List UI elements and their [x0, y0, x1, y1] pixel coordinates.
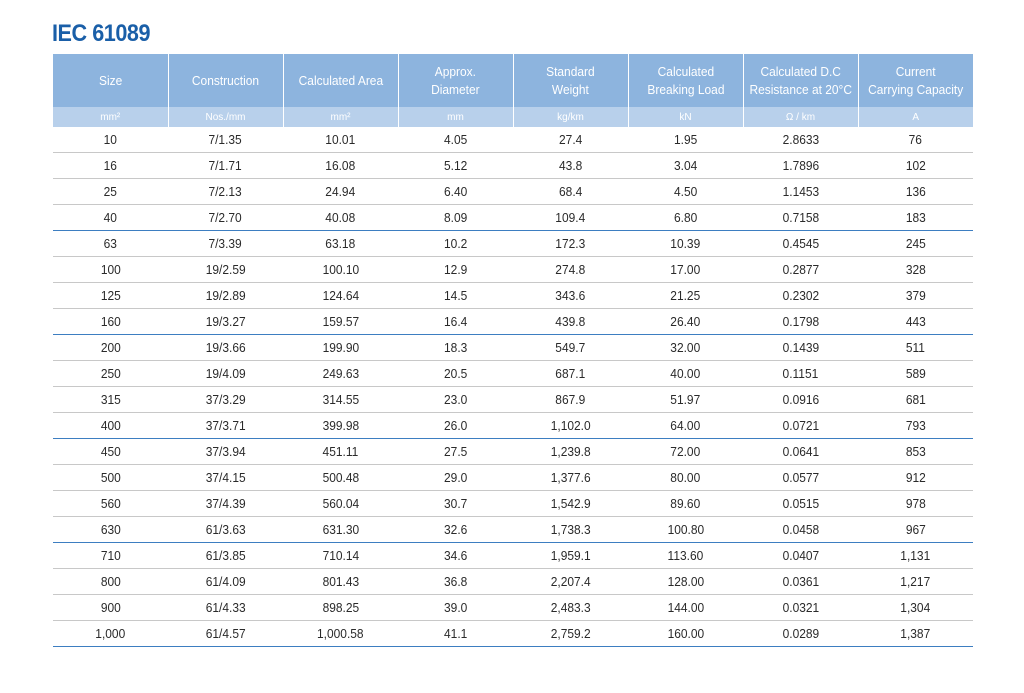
table-cell: 21.25 [628, 283, 743, 309]
table-cell: 314.55 [283, 387, 398, 413]
table-cell: 0.7158 [743, 205, 858, 231]
table-cell: 0.0577 [743, 465, 858, 491]
table-cell: 39.0 [398, 595, 513, 621]
table-cell: 801.43 [283, 569, 398, 595]
table-cell: 560.04 [283, 491, 398, 517]
table-cell: 1,959.1 [513, 543, 628, 569]
table-cell: 24.94 [283, 179, 398, 205]
table-cell: 853 [858, 439, 973, 465]
table-row [53, 595, 973, 621]
column-header: Approx. Diameter [398, 54, 513, 107]
header-row [53, 54, 973, 107]
column-unit: mm² [283, 107, 398, 127]
table-cell: 710.14 [283, 543, 398, 569]
table-cell: 27.5 [398, 439, 513, 465]
table-cell: 1,738.3 [513, 517, 628, 543]
table-cell: 249.63 [283, 361, 398, 387]
table-cell: 912 [858, 465, 973, 491]
table-row [53, 621, 973, 647]
table-cell: 589 [858, 361, 973, 387]
column-unit: A [858, 107, 973, 127]
table-cell: 37/4.39 [168, 491, 283, 517]
table-cell: 867.9 [513, 387, 628, 413]
table-cell: 1,387 [858, 621, 973, 647]
table-cell: 250 [53, 361, 168, 387]
table-cell: 630 [53, 517, 168, 543]
table-cell: 37/3.71 [168, 413, 283, 439]
table-row [53, 257, 973, 283]
table-cell: 439.8 [513, 309, 628, 335]
table-cell: 399.98 [283, 413, 398, 439]
table-cell: 1,239.8 [513, 439, 628, 465]
table-cell: 12.9 [398, 257, 513, 283]
table-cell: 710 [53, 543, 168, 569]
table-cell: 1.95 [628, 127, 743, 153]
table-cell: 2,207.4 [513, 569, 628, 595]
table-row [53, 335, 973, 361]
table-cell: 451.11 [283, 439, 398, 465]
table-cell: 2,759.2 [513, 621, 628, 647]
table-cell: 10.2 [398, 231, 513, 257]
table-row [53, 491, 973, 517]
table-cell: 160 [53, 309, 168, 335]
table-cell: 1,131 [858, 543, 973, 569]
table-row [53, 465, 973, 491]
table-cell: 37/3.94 [168, 439, 283, 465]
table-row [53, 283, 973, 309]
table-cell: 0.0407 [743, 543, 858, 569]
table-cell: 10 [53, 127, 168, 153]
table-row [53, 361, 973, 387]
table-cell: 7/2.70 [168, 205, 283, 231]
table-cell: 10.39 [628, 231, 743, 257]
table-cell: 274.8 [513, 257, 628, 283]
table-cell: 172.3 [513, 231, 628, 257]
table-cell: 124.64 [283, 283, 398, 309]
table-cell: 1,102.0 [513, 413, 628, 439]
table-cell: 0.2877 [743, 257, 858, 283]
table-cell: 0.0361 [743, 569, 858, 595]
table-cell: 800 [53, 569, 168, 595]
table-row [53, 153, 973, 179]
table-cell: 43.8 [513, 153, 628, 179]
table-cell: 1,000 [53, 621, 168, 647]
table-cell: 6.40 [398, 179, 513, 205]
table-cell: 8.09 [398, 205, 513, 231]
table-cell: 89.60 [628, 491, 743, 517]
table-cell: 7/1.35 [168, 127, 283, 153]
table-cell: 4.05 [398, 127, 513, 153]
table-row [53, 413, 973, 439]
table-cell: 0.0321 [743, 595, 858, 621]
table-cell: 898.25 [283, 595, 398, 621]
column-unit: kN [628, 107, 743, 127]
table-cell: 967 [858, 517, 973, 543]
table-cell: 1,217 [858, 569, 973, 595]
column-header: Calculated Breaking Load [628, 54, 743, 107]
table-cell: 0.1151 [743, 361, 858, 387]
table-cell: 20.5 [398, 361, 513, 387]
table-cell: 36.8 [398, 569, 513, 595]
table-row [53, 569, 973, 595]
table-cell: 681 [858, 387, 973, 413]
table-cell: 245 [858, 231, 973, 257]
table-cell: 16.4 [398, 309, 513, 335]
table-cell: 793 [858, 413, 973, 439]
table-row [53, 387, 973, 413]
table-cell: 631.30 [283, 517, 398, 543]
table-cell: 113.60 [628, 543, 743, 569]
table-cell: 1.7896 [743, 153, 858, 179]
table-cell: 144.00 [628, 595, 743, 621]
table-cell: 0.0641 [743, 439, 858, 465]
table-cell: 100.10 [283, 257, 398, 283]
table-cell: 61/4.09 [168, 569, 283, 595]
column-unit: mm² [53, 107, 168, 127]
table-cell: 1,377.6 [513, 465, 628, 491]
table-cell: 40 [53, 205, 168, 231]
table-cell: 29.0 [398, 465, 513, 491]
column-header: Construction [168, 54, 283, 107]
table-cell: 0.1798 [743, 309, 858, 335]
table-cell: 100.80 [628, 517, 743, 543]
table-cell: 63.18 [283, 231, 398, 257]
table-row [53, 231, 973, 257]
table-cell: 14.5 [398, 283, 513, 309]
table-cell: 41.1 [398, 621, 513, 647]
table-cell: 32.00 [628, 335, 743, 361]
table-cell: 0.2302 [743, 283, 858, 309]
column-header: Calculated Area [283, 54, 398, 107]
table-cell: 160.00 [628, 621, 743, 647]
table-cell: 315 [53, 387, 168, 413]
table-cell: 2,483.3 [513, 595, 628, 621]
table-cell: 450 [53, 439, 168, 465]
table-cell: 102 [858, 153, 973, 179]
table-cell: 61/4.57 [168, 621, 283, 647]
table-cell: 4.50 [628, 179, 743, 205]
column-unit: mm [398, 107, 513, 127]
table-cell: 61/3.85 [168, 543, 283, 569]
table-cell: 17.00 [628, 257, 743, 283]
page-title: IEC 61089 [52, 20, 151, 47]
column-header: Calculated D.C Resistance at 20°C [743, 54, 858, 107]
table-cell: 500.48 [283, 465, 398, 491]
column-unit: Ω / km [743, 107, 858, 127]
table-cell: 109.4 [513, 205, 628, 231]
table-cell: 23.0 [398, 387, 513, 413]
table-cell: 3.04 [628, 153, 743, 179]
column-header: Current Carrying Capacity [858, 54, 973, 107]
table-cell: 19/3.27 [168, 309, 283, 335]
table-cell: 125 [53, 283, 168, 309]
table-cell: 560 [53, 491, 168, 517]
spec-table [53, 54, 973, 647]
table-cell: 199.90 [283, 335, 398, 361]
table-cell: 379 [858, 283, 973, 309]
table-cell: 19/2.59 [168, 257, 283, 283]
table-cell: 19/2.89 [168, 283, 283, 309]
table-cell: 443 [858, 309, 973, 335]
table-cell: 10.01 [283, 127, 398, 153]
table-cell: 549.7 [513, 335, 628, 361]
table-cell: 72.00 [628, 439, 743, 465]
table-cell: 1,542.9 [513, 491, 628, 517]
table-cell: 26.0 [398, 413, 513, 439]
table-cell: 183 [858, 205, 973, 231]
table-row [53, 179, 973, 205]
table-cell: 19/3.66 [168, 335, 283, 361]
table-cell: 0.0458 [743, 517, 858, 543]
table-cell: 7/2.13 [168, 179, 283, 205]
column-unit: kg/km [513, 107, 628, 127]
table-cell: 0.0916 [743, 387, 858, 413]
table-cell: 159.57 [283, 309, 398, 335]
table-cell: 27.4 [513, 127, 628, 153]
table-cell: 6.80 [628, 205, 743, 231]
table-cell: 16 [53, 153, 168, 179]
table-cell: 61/4.33 [168, 595, 283, 621]
table-cell: 100 [53, 257, 168, 283]
table-cell: 1.1453 [743, 179, 858, 205]
table-row [53, 517, 973, 543]
table-cell: 128.00 [628, 569, 743, 595]
table-cell: 343.6 [513, 283, 628, 309]
table-cell: 80.00 [628, 465, 743, 491]
column-unit: Nos./mm [168, 107, 283, 127]
table-cell: 0.1439 [743, 335, 858, 361]
table-cell: 511 [858, 335, 973, 361]
table-cell: 2.8633 [743, 127, 858, 153]
table-cell: 37/3.29 [168, 387, 283, 413]
table-cell: 26.40 [628, 309, 743, 335]
table-cell: 978 [858, 491, 973, 517]
table-cell: 0.4545 [743, 231, 858, 257]
column-header: Standard Weight [513, 54, 628, 107]
table-cell: 0.0721 [743, 413, 858, 439]
table-cell: 1,000.58 [283, 621, 398, 647]
table-row [53, 205, 973, 231]
table-cell: 25 [53, 179, 168, 205]
table-cell: 18.3 [398, 335, 513, 361]
table-cell: 0.0515 [743, 491, 858, 517]
table-row [53, 543, 973, 569]
table-cell: 19/4.09 [168, 361, 283, 387]
table-cell: 30.7 [398, 491, 513, 517]
table-cell: 500 [53, 465, 168, 491]
table-cell: 328 [858, 257, 973, 283]
table-row [53, 309, 973, 335]
table-cell: 32.6 [398, 517, 513, 543]
table-row [53, 127, 973, 153]
table-cell: 76 [858, 127, 973, 153]
table-cell: 51.97 [628, 387, 743, 413]
column-header: Size [53, 54, 168, 107]
table-cell: 68.4 [513, 179, 628, 205]
table-cell: 900 [53, 595, 168, 621]
table-body [53, 127, 973, 647]
table-cell: 5.12 [398, 153, 513, 179]
table-cell: 687.1 [513, 361, 628, 387]
table-cell: 0.0289 [743, 621, 858, 647]
table-cell: 400 [53, 413, 168, 439]
table-cell: 61/3.63 [168, 517, 283, 543]
table-row [53, 439, 973, 465]
table-cell: 34.6 [398, 543, 513, 569]
table-cell: 63 [53, 231, 168, 257]
table-cell: 37/4.15 [168, 465, 283, 491]
table-cell: 1,304 [858, 595, 973, 621]
table-cell: 40.00 [628, 361, 743, 387]
unit-row [53, 107, 973, 127]
table-cell: 16.08 [283, 153, 398, 179]
table-cell: 7/1.71 [168, 153, 283, 179]
table-cell: 40.08 [283, 205, 398, 231]
table-cell: 136 [858, 179, 973, 205]
table-cell: 7/3.39 [168, 231, 283, 257]
table-cell: 200 [53, 335, 168, 361]
table-cell: 64.00 [628, 413, 743, 439]
